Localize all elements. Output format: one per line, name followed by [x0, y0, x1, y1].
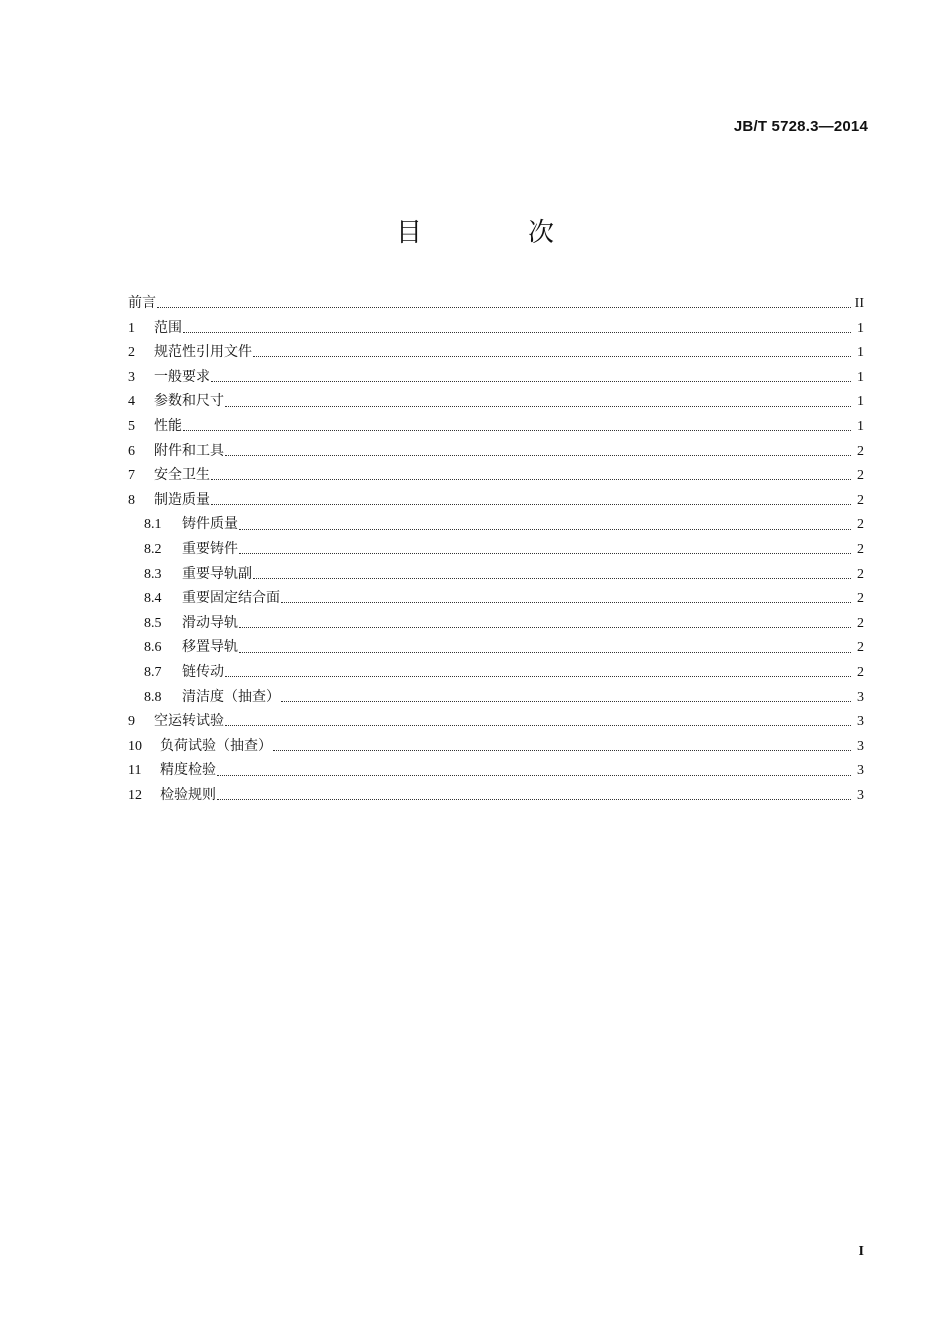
toc-entry[interactable]	[128, 635, 864, 660]
toc-dot-leader	[211, 503, 851, 505]
toc-dot-leader	[183, 429, 851, 431]
toc-entry-page: 3	[857, 738, 864, 754]
toc-entry-number: 8.7	[144, 664, 162, 680]
toc-entry-number: 8.4	[144, 591, 162, 607]
toc-entry[interactable]	[128, 488, 864, 513]
toc-entry-label: 重要固定结合面	[182, 590, 280, 607]
toc-entry-number: 8.5	[144, 615, 162, 631]
toc-entry-page: 2	[857, 468, 864, 484]
toc-entry-label: 检验规则	[160, 786, 216, 803]
toc-entry-label: 安全卫生	[154, 467, 210, 484]
toc-entry-number: 8.6	[144, 640, 162, 656]
toc-entry-label: 参数和尺寸	[154, 393, 224, 410]
toc-dot-leader	[281, 700, 851, 702]
toc-entry-page: 3	[857, 714, 864, 730]
toc-dot-leader	[225, 454, 851, 456]
toc-entry-number: 2	[128, 345, 135, 361]
toc-dot-leader	[253, 577, 851, 579]
toc-entry[interactable]	[128, 316, 864, 341]
toc-dot-leader	[239, 528, 851, 530]
toc-entry-number: 11	[128, 763, 142, 779]
toc-entry-page: 2	[857, 591, 864, 607]
toc-entry-page: 1	[857, 320, 864, 336]
toc-entry-label: 范围	[154, 319, 182, 336]
toc-entry-label: 滑动导轨	[182, 614, 238, 631]
toc-entry-number: 6	[128, 443, 135, 459]
toc-entry-number: 7	[128, 468, 135, 484]
toc-entry-label: 负荷试验（抽查）	[160, 737, 272, 754]
toc-entry-number: 8.2	[144, 541, 162, 557]
toc-entry-number: 9	[128, 714, 135, 730]
toc-dot-leader	[239, 552, 851, 554]
toc-entry[interactable]	[128, 611, 864, 636]
toc-entry-page: 3	[857, 787, 864, 803]
toc-dot-leader	[281, 601, 851, 603]
toc-dot-leader	[253, 355, 851, 357]
toc-entry[interactable]	[128, 389, 864, 414]
toc-entry-number: 8.8	[144, 689, 162, 705]
toc-entry-number: 8.3	[144, 566, 162, 582]
toc-entry-number: 1	[128, 320, 135, 336]
toc-entry-number: 4	[128, 394, 135, 410]
toc-entry-page: 2	[857, 492, 864, 508]
toc-entry-label: 重要铸件	[182, 540, 238, 557]
table-of-contents	[128, 291, 864, 807]
toc-entry-label: 前言	[128, 295, 156, 311]
toc-entry[interactable]	[128, 365, 864, 390]
toc-entry-number: 8.1	[144, 517, 162, 533]
toc-entry-number: 5	[128, 418, 135, 434]
toc-entry-page: 2	[857, 443, 864, 459]
toc-entry-label: 一般要求	[154, 368, 210, 385]
toc-entry-label: 重要导轨副	[182, 565, 252, 582]
toc-entry-page: 3	[857, 689, 864, 705]
toc-dot-leader	[225, 724, 851, 726]
toc-entry[interactable]	[128, 439, 864, 464]
toc-entry[interactable]	[128, 562, 864, 587]
toc-entry[interactable]	[128, 586, 864, 611]
toc-entry-page: 2	[857, 541, 864, 557]
toc-entry-page: 2	[857, 615, 864, 631]
toc-entry-number: 12	[128, 787, 142, 803]
toc-entry-label: 附件和工具	[154, 442, 224, 459]
toc-entry-number: 3	[128, 369, 135, 385]
toc-entry[interactable]	[128, 414, 864, 439]
toc-dot-leader	[273, 749, 851, 751]
toc-dot-leader	[157, 306, 851, 308]
toc-entry[interactable]	[128, 660, 864, 685]
toc-entry-page: 2	[857, 664, 864, 680]
toc-dot-leader	[211, 380, 851, 382]
toc-entry-label: 制造质量	[154, 491, 210, 508]
toc-entry[interactable]	[128, 537, 864, 562]
toc-entry-number: 10	[128, 738, 142, 754]
toc-entry-label: 铸件质量	[182, 516, 238, 533]
toc-entry[interactable]	[128, 512, 864, 537]
toc-dot-leader	[211, 478, 851, 480]
toc-entry[interactable]	[128, 758, 864, 783]
toc-entry-page: 2	[857, 517, 864, 533]
toc-entry-label: 链传动	[182, 663, 224, 680]
toc-entry[interactable]	[128, 734, 864, 759]
toc-entry-label: 移置导轨	[182, 639, 238, 656]
toc-dot-leader	[239, 626, 851, 628]
toc-dot-leader	[217, 798, 851, 800]
toc-entry[interactable]	[128, 340, 864, 365]
toc-dot-leader	[239, 651, 851, 653]
toc-entry-label: 清洁度（抽查）	[182, 688, 280, 705]
toc-entry-page: II	[854, 296, 864, 311]
toc-entry[interactable]	[128, 291, 864, 316]
standard-id: JB/T 5728.3—2014	[733, 118, 868, 135]
toc-entry-label: 性能	[154, 417, 182, 434]
toc-dot-leader	[183, 331, 851, 333]
toc-entry-page: 2	[857, 640, 864, 656]
toc-entry-page: 1	[857, 394, 864, 410]
toc-entry[interactable]	[128, 783, 864, 808]
toc-entry-page: 2	[857, 566, 864, 582]
toc-entry-label: 精度检验	[160, 762, 216, 779]
toc-entry[interactable]	[128, 685, 864, 710]
toc-dot-leader	[225, 675, 851, 677]
toc-entry[interactable]	[128, 463, 864, 488]
toc-entry-number: 8	[128, 492, 135, 508]
toc-entry-label: 规范性引用文件	[154, 344, 252, 361]
toc-dot-leader	[217, 774, 851, 776]
page-number: I	[858, 1244, 864, 1259]
toc-entry-label: 空运转试验	[154, 713, 224, 730]
toc-entry-page: 1	[857, 369, 864, 385]
toc-entry[interactable]	[128, 709, 864, 734]
toc-entry-page: 3	[857, 763, 864, 779]
toc-entry-page: 1	[857, 345, 864, 361]
toc-dot-leader	[225, 405, 851, 407]
toc-entry-page: 1	[857, 418, 864, 434]
page-title: 目 次	[395, 218, 594, 248]
